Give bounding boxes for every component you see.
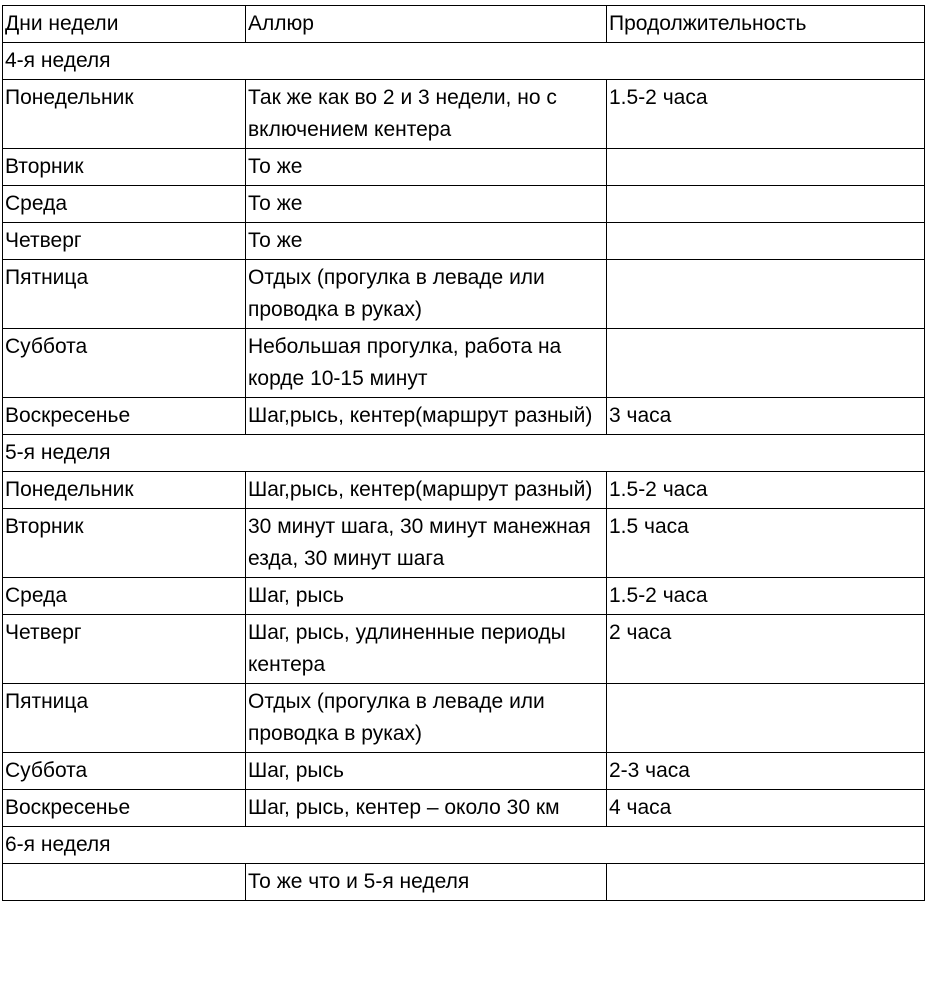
gait-cell: Так же как во 2 и 3 недели, но с включением кентера [246,80,607,149]
table-row [3,329,925,398]
table-row [3,223,925,260]
day-cell: Понедельник [3,472,246,509]
gait-cell: Шаг,рысь, кентер(маршрут разный) [246,398,607,435]
duration-cell: 1.5-2 часа [607,472,925,509]
table-row [3,578,925,615]
gait-cell: То же [246,149,607,186]
duration-cell [607,864,925,901]
day-cell: Среда [3,578,246,615]
duration-cell: 4 часа [607,790,925,827]
table-row [3,260,925,329]
header-gait: Аллюр [246,6,607,43]
day-cell: Воскресенье [3,790,246,827]
day-cell: Четверг [3,223,246,260]
table-row [3,753,925,790]
day-cell: Вторник [3,149,246,186]
gait-cell: Шаг, рысь [246,578,607,615]
table-row [3,186,925,223]
duration-cell [607,684,925,753]
table-row [3,80,925,149]
table-row [3,790,925,827]
duration-cell [607,149,925,186]
duration-cell: 2 часа [607,615,925,684]
training-schedule-table [2,5,925,901]
duration-cell: 1.5-2 часа [607,578,925,615]
day-cell [3,864,246,901]
gait-cell: Шаг, рысь [246,753,607,790]
table-row [3,615,925,684]
duration-cell [607,186,925,223]
duration-cell: 3 часа [607,398,925,435]
duration-cell: 1.5 часа [607,509,925,578]
day-cell: Вторник [3,509,246,578]
gait-cell: То же [246,186,607,223]
week-title: 5-я неделя [3,435,925,472]
gait-cell: Отдых (прогулка в леваде или проводка в руках) [246,260,607,329]
table-body [3,6,925,901]
day-cell: Воскресенье [3,398,246,435]
gait-cell: Шаг,рысь, кентер(маршрут разный) [246,472,607,509]
duration-cell [607,260,925,329]
table-row [3,472,925,509]
header-day: Дни недели [3,6,246,43]
table-row [3,864,925,901]
day-cell: Пятница [3,684,246,753]
gait-cell: То же [246,223,607,260]
table-row [3,149,925,186]
gait-cell: Шаг, рысь, кентер – около 30 км [246,790,607,827]
day-cell: Суббота [3,329,246,398]
day-cell: Понедельник [3,80,246,149]
day-cell: Пятница [3,260,246,329]
gait-cell: То же что и 5-я неделя [246,864,607,901]
week-title: 4-я неделя [3,43,925,80]
week-title-row [3,43,925,80]
gait-cell: Отдых (прогулка в леваде или проводка в руках) [246,684,607,753]
duration-cell: 1.5-2 часа [607,80,925,149]
day-cell: Среда [3,186,246,223]
header-duration: Продолжительность [607,6,925,43]
table-row [3,509,925,578]
week-title-row [3,827,925,864]
duration-cell [607,329,925,398]
header-row [3,6,925,43]
table-row [3,398,925,435]
week-title: 6-я неделя [3,827,925,864]
day-cell: Четверг [3,615,246,684]
gait-cell: 30 минут шага, 30 минут манежная езда, 30 минут шага [246,509,607,578]
duration-cell [607,223,925,260]
gait-cell: Небольшая прогулка, работа на корде 10-15 минут [246,329,607,398]
week-title-row [3,435,925,472]
gait-cell: Шаг, рысь, удлиненные периоды кентера [246,615,607,684]
table-row [3,684,925,753]
day-cell: Суббота [3,753,246,790]
duration-cell: 2-3 часа [607,753,925,790]
